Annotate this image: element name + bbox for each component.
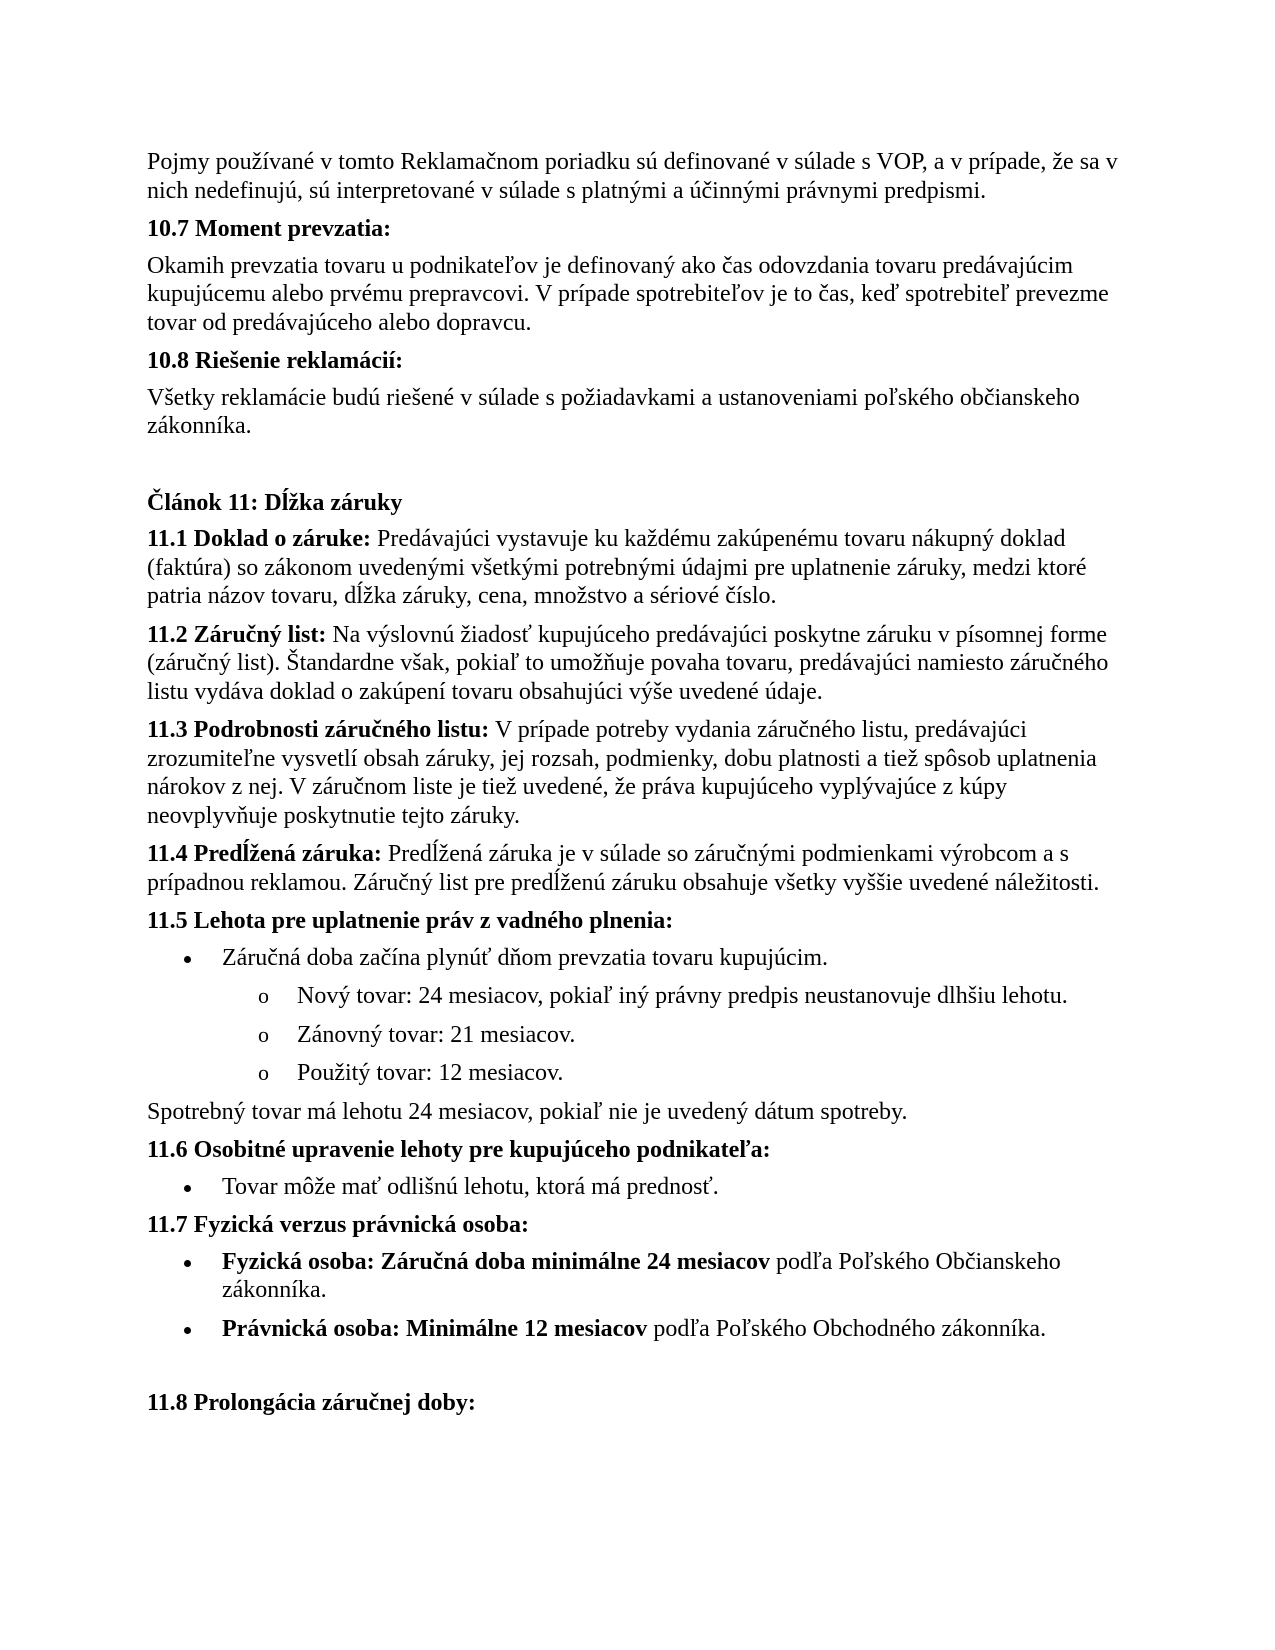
section-11-7-list: [147, 1248, 1137, 1344]
bullet-icon: [184, 1185, 191, 1192]
list-item-text: podľa Poľského Obchodného zákonníka.: [647, 1315, 1047, 1342]
bullet-icon: [184, 956, 191, 963]
sub-list-item-text: Nový tovar: 24 mesiacov, pokiaľ iný právny predpis neustanovuje dlhšiu lehotu.: [297, 983, 1068, 1009]
circle-bullet-icon: o: [258, 1060, 269, 1085]
list-item-text: Tovar môže mať odlišnú lehotu, ktorá má prednosť.: [222, 1173, 719, 1200]
section-11-8-heading: 11.8 Prolongácia záručnej doby:: [147, 1390, 476, 1416]
section-11-1-text: Predávajúci vystavuje ku každému zakúpenému tovaru nákupný doklad (faktúra) so zákonom uvedenými všetkými potrebnými údajmi pre uplatnenie záruky, medzi ktoré patria názov tovaru, dĺžka záruky, cena, množstvo a sériové číslo.: [147, 526, 1087, 609]
article-11-heading: Článok 11: Dĺžka záruky: [147, 489, 403, 516]
section-10-8-heading: 10.8 Riešenie reklamácií:: [147, 348, 404, 374]
circle-bullet-icon: o: [258, 1021, 269, 1047]
section-11-5-heading: 11.5 Lehota pre uplatnenie práv z vadného plnenia:: [147, 908, 674, 934]
section-11-5-after-text: Spotrebný tovar má lehotu 24 mesiacov, pokiaľ nie je uvedený dátum spotreby.: [147, 1098, 908, 1125]
list-item: [147, 944, 1137, 1088]
list-item-bold-text: Právnická osoba: Minimálne 12 mesiacov: [222, 1315, 648, 1342]
bullet-icon: [184, 1260, 191, 1267]
section-11-6-heading: 11.6 Osobitné upravenie lehoty pre kupujúceho podnikateľa:: [147, 1137, 771, 1163]
sub-list-item-text: Zánovný tovar: 21 mesiacov.: [297, 1021, 576, 1048]
section-10-7-text: Okamih prevzatia tovaru u podnikateľov je definovaný ako čas odovzdania tovaru predávajúcim kupujúcemu alebo prvému prepravcovi. V prípade spotrebiteľov je to čas, keď spotrebiteľ prevezme tovar od predávajúceho alebo dopravcu.: [147, 252, 1109, 336]
sub-list-item: [222, 1021, 1137, 1050]
circle-bullet-icon: o: [258, 983, 269, 1008]
list-item: [147, 1173, 1137, 1202]
list-item: [147, 1248, 1137, 1305]
list-item-text: podľa Poľského Občianskeho zákonníka.: [222, 1248, 1061, 1303]
section-10-8-text: Všetky reklamácie budú riešené v súlade s požiadavkami a ustanoveniami poľského občianskeho zákonníka.: [147, 384, 1080, 439]
sub-list-item-text: Použitý tovar: 12 mesiacov.: [297, 1060, 564, 1086]
section-11-6-list: [147, 1173, 1137, 1202]
bullet-icon: [184, 1327, 191, 1334]
intro-paragraph: Pojmy používané v tomto Reklamačnom poriadku sú definované v súlade s VOP, a v prípade, že sa v nich nedefinujú, sú interpretované v súlade s platnými a účinnými právnymi predpismi.: [147, 149, 1118, 204]
list-item: [147, 1315, 1137, 1344]
sub-list-item: [222, 1059, 1137, 1088]
section-11-1-label: 11.1 Doklad o záruke:: [147, 526, 372, 552]
section-11-2: [147, 621, 1137, 707]
spacer: [147, 1353, 1137, 1389]
sub-list: [222, 982, 1137, 1088]
section-11-3: [147, 716, 1137, 830]
section-11-4-label: 11.4 Predĺžená záruka:: [147, 841, 382, 867]
section-11-2-label: 11.2 Záručný list:: [147, 621, 327, 648]
section-11-3-text: V prípade potreby vydania záručného listu, predávajúci zrozumiteľne vysvetlí obsah záruky, jej rozsah, podmienky, dobu platnosti a tiež spôsob uplatnenia nárokov z nej. V záručnom liste je tiež uvedené, že práva kupujúceho vyplývajúce z kúpy neovplyvňuje poskytnutie tejto záruky.: [147, 717, 1097, 829]
list-item-text: Záručná doba začína plynúť dňom prevzatia tovaru kupujúcim.: [222, 944, 829, 971]
list-item-bold-text: Fyzická osoba: Záručná doba minimálne 24 mesiacov: [222, 1248, 771, 1275]
section-11-4-text: Predĺžená záruka je v súlade so záručnými podmienkami výrobcom a s prípadnou reklamou. Záručný list pre predĺženú záruku obsahuje všetky vyššie uvedené náležitosti.: [147, 841, 1100, 896]
section-10-7-heading: 10.7 Moment prevzatia:: [147, 216, 392, 242]
spacer: [147, 451, 1137, 489]
section-11-3-label: 11.3 Podrobnosti záručného listu:: [147, 717, 490, 743]
section-11-5-list: [147, 944, 1137, 1088]
section-11-2-text: Na výslovnú žiadosť kupujúceho predávajúci poskytne záruku v písomnej forme (záručný list). Štandardne však, pokiaľ to umožňuje povaha tovaru, predávajúci namiesto záručného listu vydáva doklad o zakúpení tovaru obsahujúci výše uvedené údaje.: [147, 621, 1109, 705]
sub-list-item: [222, 982, 1137, 1011]
section-11-4: [147, 840, 1137, 897]
section-11-1: [147, 525, 1137, 611]
section-11-7-heading: 11.7 Fyzická verzus právnická osoba:: [147, 1212, 529, 1238]
document-page: [147, 148, 1137, 1418]
